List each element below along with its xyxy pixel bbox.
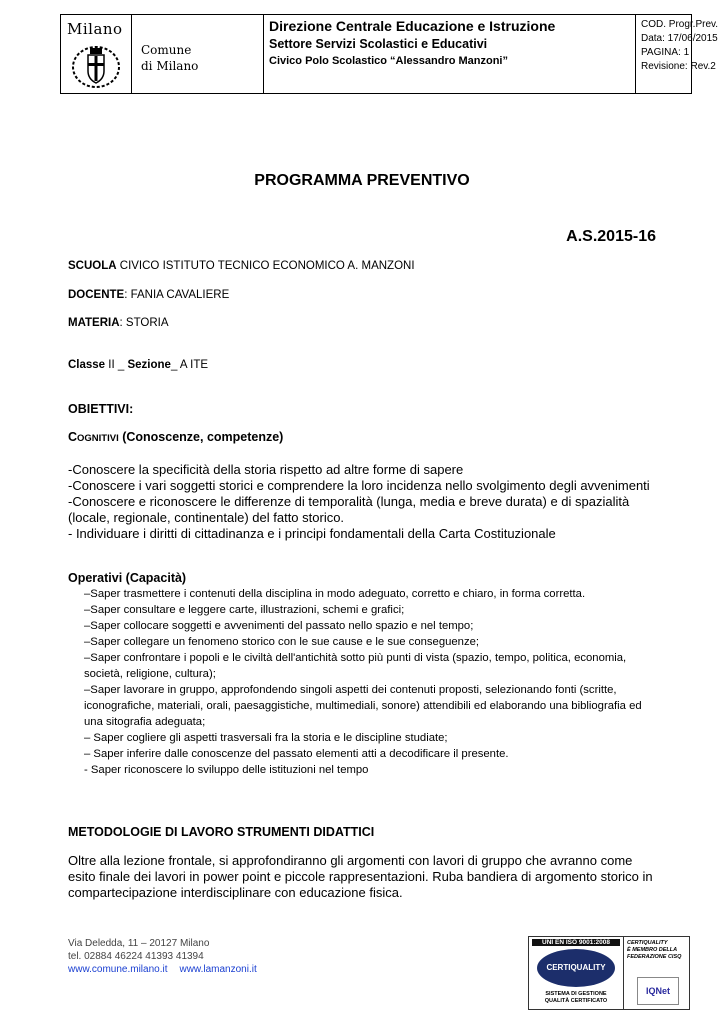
metodologie-text: Oltre alla lezione frontale, si approfondiranno gli argomenti con lavori di gruppo che avranno come esito finale dei lavori in power point e piccole rappresentazioni. Ruba bandiera di argomento storico in compartecipazione interdisciplinare con educazione fisica. (68, 853, 653, 900)
cisq-note: CERTIQUALITY È MEMBRO DELLA FEDERAZIONE CISQ (627, 940, 682, 960)
list-item: –Saper collocare soggetti e avvenimenti del passato nello spazio e nel tempo; (84, 620, 474, 632)
cognitivi-heading: COGNITIVI (Conoscenze, competenze) (68, 430, 284, 444)
school-year: A.S.2015-16 (566, 228, 656, 245)
list-item: - Individuare i diritti di cittadinanza e i principi fondamentali della Carta Costituzionale (68, 526, 556, 541)
comune-link[interactable]: www.comune.milano.it (68, 964, 168, 975)
list-item: -Conoscere la specificità della storia rispetto ad altre forme di sapere (68, 462, 464, 477)
materia-field: MATERIA: STORIA (68, 317, 169, 329)
milano-crest-icon (70, 43, 122, 89)
list-item: -Conoscere i vari soggetti storici e comprendere la loro incidenza nello svolgimento degli avvenimenti (68, 478, 650, 493)
list-item: –Saper consultare e leggere carte, illustrazioni, schemi e grafici; (84, 604, 405, 616)
docente-field: DOCENTE: FANIA CAVALIERE (68, 289, 230, 301)
list-item: –Saper trasmettere i contenuti della disciplina in modo adeguato, corretto e chiaro, in forma corretta. (84, 588, 586, 600)
certification-logo (528, 936, 690, 1010)
doc-revision: Revisione: Rev.2 (641, 61, 716, 72)
tel-line: tel. 02884 46224 41393 41394 (68, 951, 204, 962)
cert-caption: SISTEMA DI GESTIONE QUALITÀ CERTIFICATO (544, 991, 608, 1004)
department-title: Direzione Centrale Educazione e Istruzione (269, 18, 556, 34)
operativi-heading: Operativi (Capacità) (68, 571, 187, 585)
milano-logo-word: Milano (67, 20, 123, 38)
school-link[interactable]: www.lamanzoni.it (179, 964, 257, 975)
list-item: - Saper riconoscere lo sviluppo delle istituzioni nel tempo (84, 764, 369, 776)
iqnet-logo: IQNet (637, 977, 679, 1005)
doc-date: Data: 17/06/2015 (641, 33, 718, 44)
list-item: -Conoscere e riconoscere le differenze di temporalità (lunga, media e breve durata) e di spazialità (locale, regionale, continentale) del fatto storico. (68, 494, 630, 525)
address-line: Via Deledda, 11 – 20127 Milano (68, 938, 210, 949)
list-item: – Saper inferire dalle conoscenze del passato elementi atti a decodificare il presente. (84, 748, 509, 760)
doc-page: PAGINA: 1 (641, 47, 690, 58)
list-item: –Saper collegare un fenomeno storico con le sue cause e le sue conseguenze; (84, 636, 480, 648)
footer-links (68, 963, 269, 976)
document-meta-cell (635, 15, 719, 93)
school-name: Civico Polo Scolastico “Alessandro Manzoni” (269, 55, 508, 67)
cognitivi-list (68, 462, 658, 542)
footer-address (68, 937, 269, 976)
milano-logo-cell (61, 15, 132, 93)
classe-field: Classe II _ Sezione_ A ITE (68, 359, 209, 371)
certiquality-block (529, 937, 624, 1009)
certiquality-badge: CERTIQUALITY (537, 949, 615, 987)
comune-cell (131, 15, 264, 93)
list-item: –Saper lavorare in gruppo, approfondendo singoli aspetti dei contenuti proposti, selezionando fonti (scritte, iconografiche, materiali, orali, paesaggistiche, multimediali, sonore) attendibili ed elaborando una bibliografia ed una sitografia adeguata; (84, 684, 642, 728)
letterhead (60, 14, 719, 94)
iso-label: UNI EN ISO 9001:2008 (532, 939, 620, 946)
department-sector: Settore Servizi Scolastici e Educativi (269, 37, 488, 51)
department-cell (263, 15, 636, 93)
scuola-field: SCUOLA CIVICO ISTITUTO TECNICO ECONOMICO A. MANZONI (68, 260, 415, 272)
comune-name: Comune di Milano (141, 43, 199, 73)
list-item: – Saper cogliere gli aspetti trasversali fra la storia e le discipline studiate; (84, 732, 448, 744)
list-item: –Saper confrontare i popoli e le civiltà dell'antichità sotto più punti di vista (spazio, tempo, politica, economia, società, religione, cultura); (84, 652, 627, 680)
doc-code: COD. Progr.Prev. (641, 19, 719, 30)
page-title: PROGRAMMA PREVENTIVO (254, 172, 470, 189)
operativi-list (84, 586, 658, 778)
metodologie-heading: METODOLOGIE DI LAVORO STRUMENTI DIDATTICI (68, 825, 375, 839)
obiettivi-heading: OBIETTIVI: (68, 402, 134, 416)
